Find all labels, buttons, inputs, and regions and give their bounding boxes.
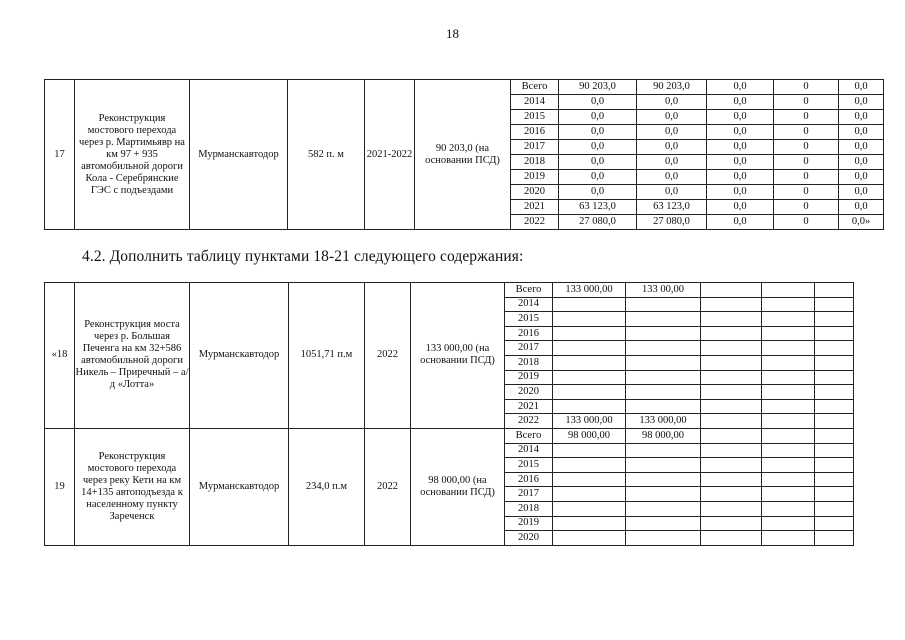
value-cell-v5: 0,0 xyxy=(839,200,884,215)
value-cell-v2: 98 000,00 xyxy=(626,428,701,443)
value-cell-v2 xyxy=(626,312,701,327)
value-cell-v5 xyxy=(815,283,854,298)
value-cell-v1 xyxy=(553,487,626,502)
value-cell-v2: 0,0 xyxy=(637,155,707,170)
value-cell-v1: 133 000,00 xyxy=(553,283,626,298)
value-cell-v1 xyxy=(553,443,626,458)
value-cell-v5: 0,0 xyxy=(839,125,884,140)
year-cell: 2014 xyxy=(511,95,559,110)
value-cell-v5 xyxy=(815,516,854,531)
value-cell-v5 xyxy=(815,326,854,341)
value-cell-v4: 0 xyxy=(774,170,839,185)
value-cell-v5 xyxy=(815,458,854,473)
year-cell: 2017 xyxy=(505,341,553,356)
value-cell-v2 xyxy=(626,487,701,502)
year-cell: 2022 xyxy=(505,414,553,429)
value-cell-v1 xyxy=(553,355,626,370)
value-cell-v2 xyxy=(626,385,701,400)
value-cell-v3: 0,0 xyxy=(707,215,774,230)
value-cell-v1: 0,0 xyxy=(559,125,637,140)
year-cell: Всего xyxy=(511,80,559,95)
value-cell-v5: 0,0 xyxy=(839,185,884,200)
value-cell-v2 xyxy=(626,297,701,312)
year-cell: 2017 xyxy=(505,487,553,502)
item-name: Реконструкция мостового перехода через реку Кети на км 14+135 автоподъезда к населенному пункту Зареченск xyxy=(75,428,190,545)
value-cell-v4 xyxy=(762,501,815,516)
table-item-17 xyxy=(44,79,884,230)
value-cell-v3: 0,0 xyxy=(707,80,774,95)
item-period: 2021-2022 xyxy=(365,80,415,230)
value-cell-v2: 0,0 xyxy=(637,185,707,200)
item-customer: Мурманскавтодор xyxy=(190,428,289,545)
value-cell-v4 xyxy=(762,312,815,327)
value-cell-v1: 90 203,0 xyxy=(559,80,637,95)
value-cell-v5: 0,0» xyxy=(839,215,884,230)
value-cell-v2 xyxy=(626,355,701,370)
year-cell: 2014 xyxy=(505,443,553,458)
year-cell: 2019 xyxy=(505,370,553,385)
value-cell-v4 xyxy=(762,487,815,502)
value-cell-v5: 0,0 xyxy=(839,80,884,95)
year-cell: 2014 xyxy=(505,297,553,312)
year-cell: 2016 xyxy=(511,125,559,140)
value-cell-v2 xyxy=(626,472,701,487)
page-number: 18 xyxy=(446,26,459,41)
value-cell-v1: 98 000,00 xyxy=(553,428,626,443)
value-cell-v2: 133 000,00 xyxy=(626,414,701,429)
value-cell-v5 xyxy=(815,487,854,502)
item-name: Реконструкция мостового перехода через р. Мартимьявр на км 97 + 935 автомобильной дороги Кола - Серебрянские ГЭС с подъездами xyxy=(75,80,190,230)
value-cell-v3 xyxy=(701,531,762,546)
value-cell-v1: 63 123,0 xyxy=(559,200,637,215)
value-cell-v4 xyxy=(762,341,815,356)
value-cell-v5: 0,0 xyxy=(839,170,884,185)
year-cell: 2021 xyxy=(511,200,559,215)
value-cell-v3 xyxy=(701,326,762,341)
value-cell-v4: 0 xyxy=(774,140,839,155)
value-cell-v4: 0 xyxy=(774,95,839,110)
section-heading: 4.2. Дополнить таблицу пунктами 18-21 следующего содержания: xyxy=(82,248,524,265)
value-cell-v4 xyxy=(762,283,815,298)
value-cell-v1 xyxy=(553,472,626,487)
value-cell-v1 xyxy=(553,326,626,341)
value-cell-v3 xyxy=(701,516,762,531)
value-cell-v5: 0,0 xyxy=(839,155,884,170)
value-cell-v2 xyxy=(626,516,701,531)
item-customer: Мурманскавтодор xyxy=(190,80,288,230)
value-cell-v1 xyxy=(553,501,626,516)
value-cell-v4 xyxy=(762,428,815,443)
value-cell-v3 xyxy=(701,297,762,312)
value-cell-v3: 0,0 xyxy=(707,95,774,110)
value-cell-v1: 27 080,0 xyxy=(559,215,637,230)
value-cell-v2: 0,0 xyxy=(637,140,707,155)
item-period: 2022 xyxy=(365,283,411,429)
value-cell-v3: 0,0 xyxy=(707,185,774,200)
year-cell: 2018 xyxy=(511,155,559,170)
value-cell-v2 xyxy=(626,501,701,516)
table-row xyxy=(45,283,854,298)
value-cell-v3 xyxy=(701,487,762,502)
value-cell-v5 xyxy=(815,501,854,516)
value-cell-v1 xyxy=(553,385,626,400)
value-cell-v2 xyxy=(626,443,701,458)
value-cell-v3 xyxy=(701,399,762,414)
value-cell-v2 xyxy=(626,458,701,473)
year-cell: 2018 xyxy=(505,501,553,516)
item-period: 2022 xyxy=(365,428,411,545)
value-cell-v5 xyxy=(815,443,854,458)
value-cell-v3: 0,0 xyxy=(707,170,774,185)
value-cell-v1 xyxy=(553,341,626,356)
value-cell-v1 xyxy=(553,370,626,385)
value-cell-v1 xyxy=(553,531,626,546)
year-cell: 2019 xyxy=(511,170,559,185)
year-cell: 2020 xyxy=(505,385,553,400)
value-cell-v2: 0,0 xyxy=(637,170,707,185)
value-cell-v5 xyxy=(815,414,854,429)
value-cell-v5: 0,0 xyxy=(839,140,884,155)
value-cell-v4: 0 xyxy=(774,155,839,170)
year-cell: 2015 xyxy=(511,110,559,125)
year-cell: Всего xyxy=(505,428,553,443)
value-cell-v1: 133 000,00 xyxy=(553,414,626,429)
value-cell-v2: 90 203,0 xyxy=(637,80,707,95)
value-cell-v5: 0,0 xyxy=(839,110,884,125)
value-cell-v2: 0,0 xyxy=(637,125,707,140)
value-cell-v4 xyxy=(762,516,815,531)
table-row xyxy=(45,428,854,443)
year-cell: 2015 xyxy=(505,458,553,473)
value-cell-v3 xyxy=(701,341,762,356)
item-cost: 133 000,00 (на основании ПСД) xyxy=(411,283,505,429)
value-cell-v5 xyxy=(815,341,854,356)
value-cell-v5 xyxy=(815,370,854,385)
value-cell-v1: 0,0 xyxy=(559,170,637,185)
value-cell-v5 xyxy=(815,297,854,312)
value-cell-v5 xyxy=(815,472,854,487)
value-cell-v4 xyxy=(762,472,815,487)
value-cell-v2: 133 00,00 xyxy=(626,283,701,298)
value-cell-v3: 0,0 xyxy=(707,110,774,125)
value-cell-v5 xyxy=(815,399,854,414)
value-cell-v2: 63 123,0 xyxy=(637,200,707,215)
value-cell-v4 xyxy=(762,414,815,429)
value-cell-v3: 0,0 xyxy=(707,155,774,170)
value-cell-v3 xyxy=(701,428,762,443)
value-cell-v3 xyxy=(701,355,762,370)
value-cell-v1: 0,0 xyxy=(559,110,637,125)
value-cell-v1 xyxy=(553,458,626,473)
item-number: 17 xyxy=(45,80,75,230)
value-cell-v1 xyxy=(553,312,626,327)
value-cell-v1: 0,0 xyxy=(559,185,637,200)
value-cell-v3 xyxy=(701,385,762,400)
value-cell-v3 xyxy=(701,312,762,327)
value-cell-v5 xyxy=(815,385,854,400)
value-cell-v4 xyxy=(762,385,815,400)
year-cell: 2019 xyxy=(505,516,553,531)
year-cell: 2021 xyxy=(505,399,553,414)
value-cell-v1 xyxy=(553,297,626,312)
item-capacity: 1051,71 п.м xyxy=(289,283,365,429)
value-cell-v2: 0,0 xyxy=(637,95,707,110)
value-cell-v4 xyxy=(762,326,815,341)
value-cell-v4 xyxy=(762,458,815,473)
value-cell-v2 xyxy=(626,370,701,385)
year-cell: 2020 xyxy=(505,531,553,546)
value-cell-v5 xyxy=(815,531,854,546)
value-cell-v4: 0 xyxy=(774,200,839,215)
value-cell-v2 xyxy=(626,399,701,414)
year-cell: 2017 xyxy=(511,140,559,155)
value-cell-v4 xyxy=(762,531,815,546)
value-cell-v2: 27 080,0 xyxy=(637,215,707,230)
value-cell-v4: 0 xyxy=(774,215,839,230)
value-cell-v4 xyxy=(762,370,815,385)
value-cell-v3: 0,0 xyxy=(707,200,774,215)
value-cell-v3 xyxy=(701,443,762,458)
value-cell-v1: 0,0 xyxy=(559,140,637,155)
item-name: Реконструкция моста через р. Большая Печенга на км 32+586 автомобильной дороги Никель – Приречный – а/д «Лотта» xyxy=(75,283,190,429)
value-cell-v2 xyxy=(626,531,701,546)
item-cost: 98 000,00 (на основании ПСД) xyxy=(411,428,505,545)
year-cell: 2022 xyxy=(511,215,559,230)
value-cell-v5: 0,0 xyxy=(839,95,884,110)
value-cell-v3: 0,0 xyxy=(707,125,774,140)
table-items-18-21 xyxy=(44,282,854,546)
year-cell: 2016 xyxy=(505,326,553,341)
value-cell-v3 xyxy=(701,501,762,516)
table-row xyxy=(45,80,884,95)
year-cell: 2016 xyxy=(505,472,553,487)
value-cell-v3 xyxy=(701,283,762,298)
value-cell-v1 xyxy=(553,516,626,531)
item-number: 19 xyxy=(45,428,75,545)
year-cell: Всего xyxy=(505,283,553,298)
item-customer: Мурманскавтодор xyxy=(190,283,289,429)
value-cell-v3 xyxy=(701,370,762,385)
value-cell-v4: 0 xyxy=(774,125,839,140)
value-cell-v3 xyxy=(701,472,762,487)
value-cell-v1 xyxy=(553,399,626,414)
value-cell-v5 xyxy=(815,428,854,443)
value-cell-v4: 0 xyxy=(774,110,839,125)
value-cell-v4 xyxy=(762,297,815,312)
item-cost: 90 203,0 (на основании ПСД) xyxy=(415,80,511,230)
value-cell-v4: 0 xyxy=(774,80,839,95)
value-cell-v4 xyxy=(762,355,815,370)
value-cell-v4 xyxy=(762,399,815,414)
year-cell: 2015 xyxy=(505,312,553,327)
year-cell: 2018 xyxy=(505,355,553,370)
value-cell-v3 xyxy=(701,458,762,473)
value-cell-v1: 0,0 xyxy=(559,155,637,170)
value-cell-v4: 0 xyxy=(774,185,839,200)
item-capacity: 582 п. м xyxy=(288,80,365,230)
value-cell-v5 xyxy=(815,355,854,370)
value-cell-v1: 0,0 xyxy=(559,95,637,110)
value-cell-v4 xyxy=(762,443,815,458)
value-cell-v3 xyxy=(701,414,762,429)
value-cell-v5 xyxy=(815,312,854,327)
item-number: «18 xyxy=(45,283,75,429)
value-cell-v3: 0,0 xyxy=(707,140,774,155)
item-capacity: 234,0 п.м xyxy=(289,428,365,545)
value-cell-v2 xyxy=(626,326,701,341)
value-cell-v2: 0,0 xyxy=(637,110,707,125)
year-cell: 2020 xyxy=(511,185,559,200)
value-cell-v2 xyxy=(626,341,701,356)
